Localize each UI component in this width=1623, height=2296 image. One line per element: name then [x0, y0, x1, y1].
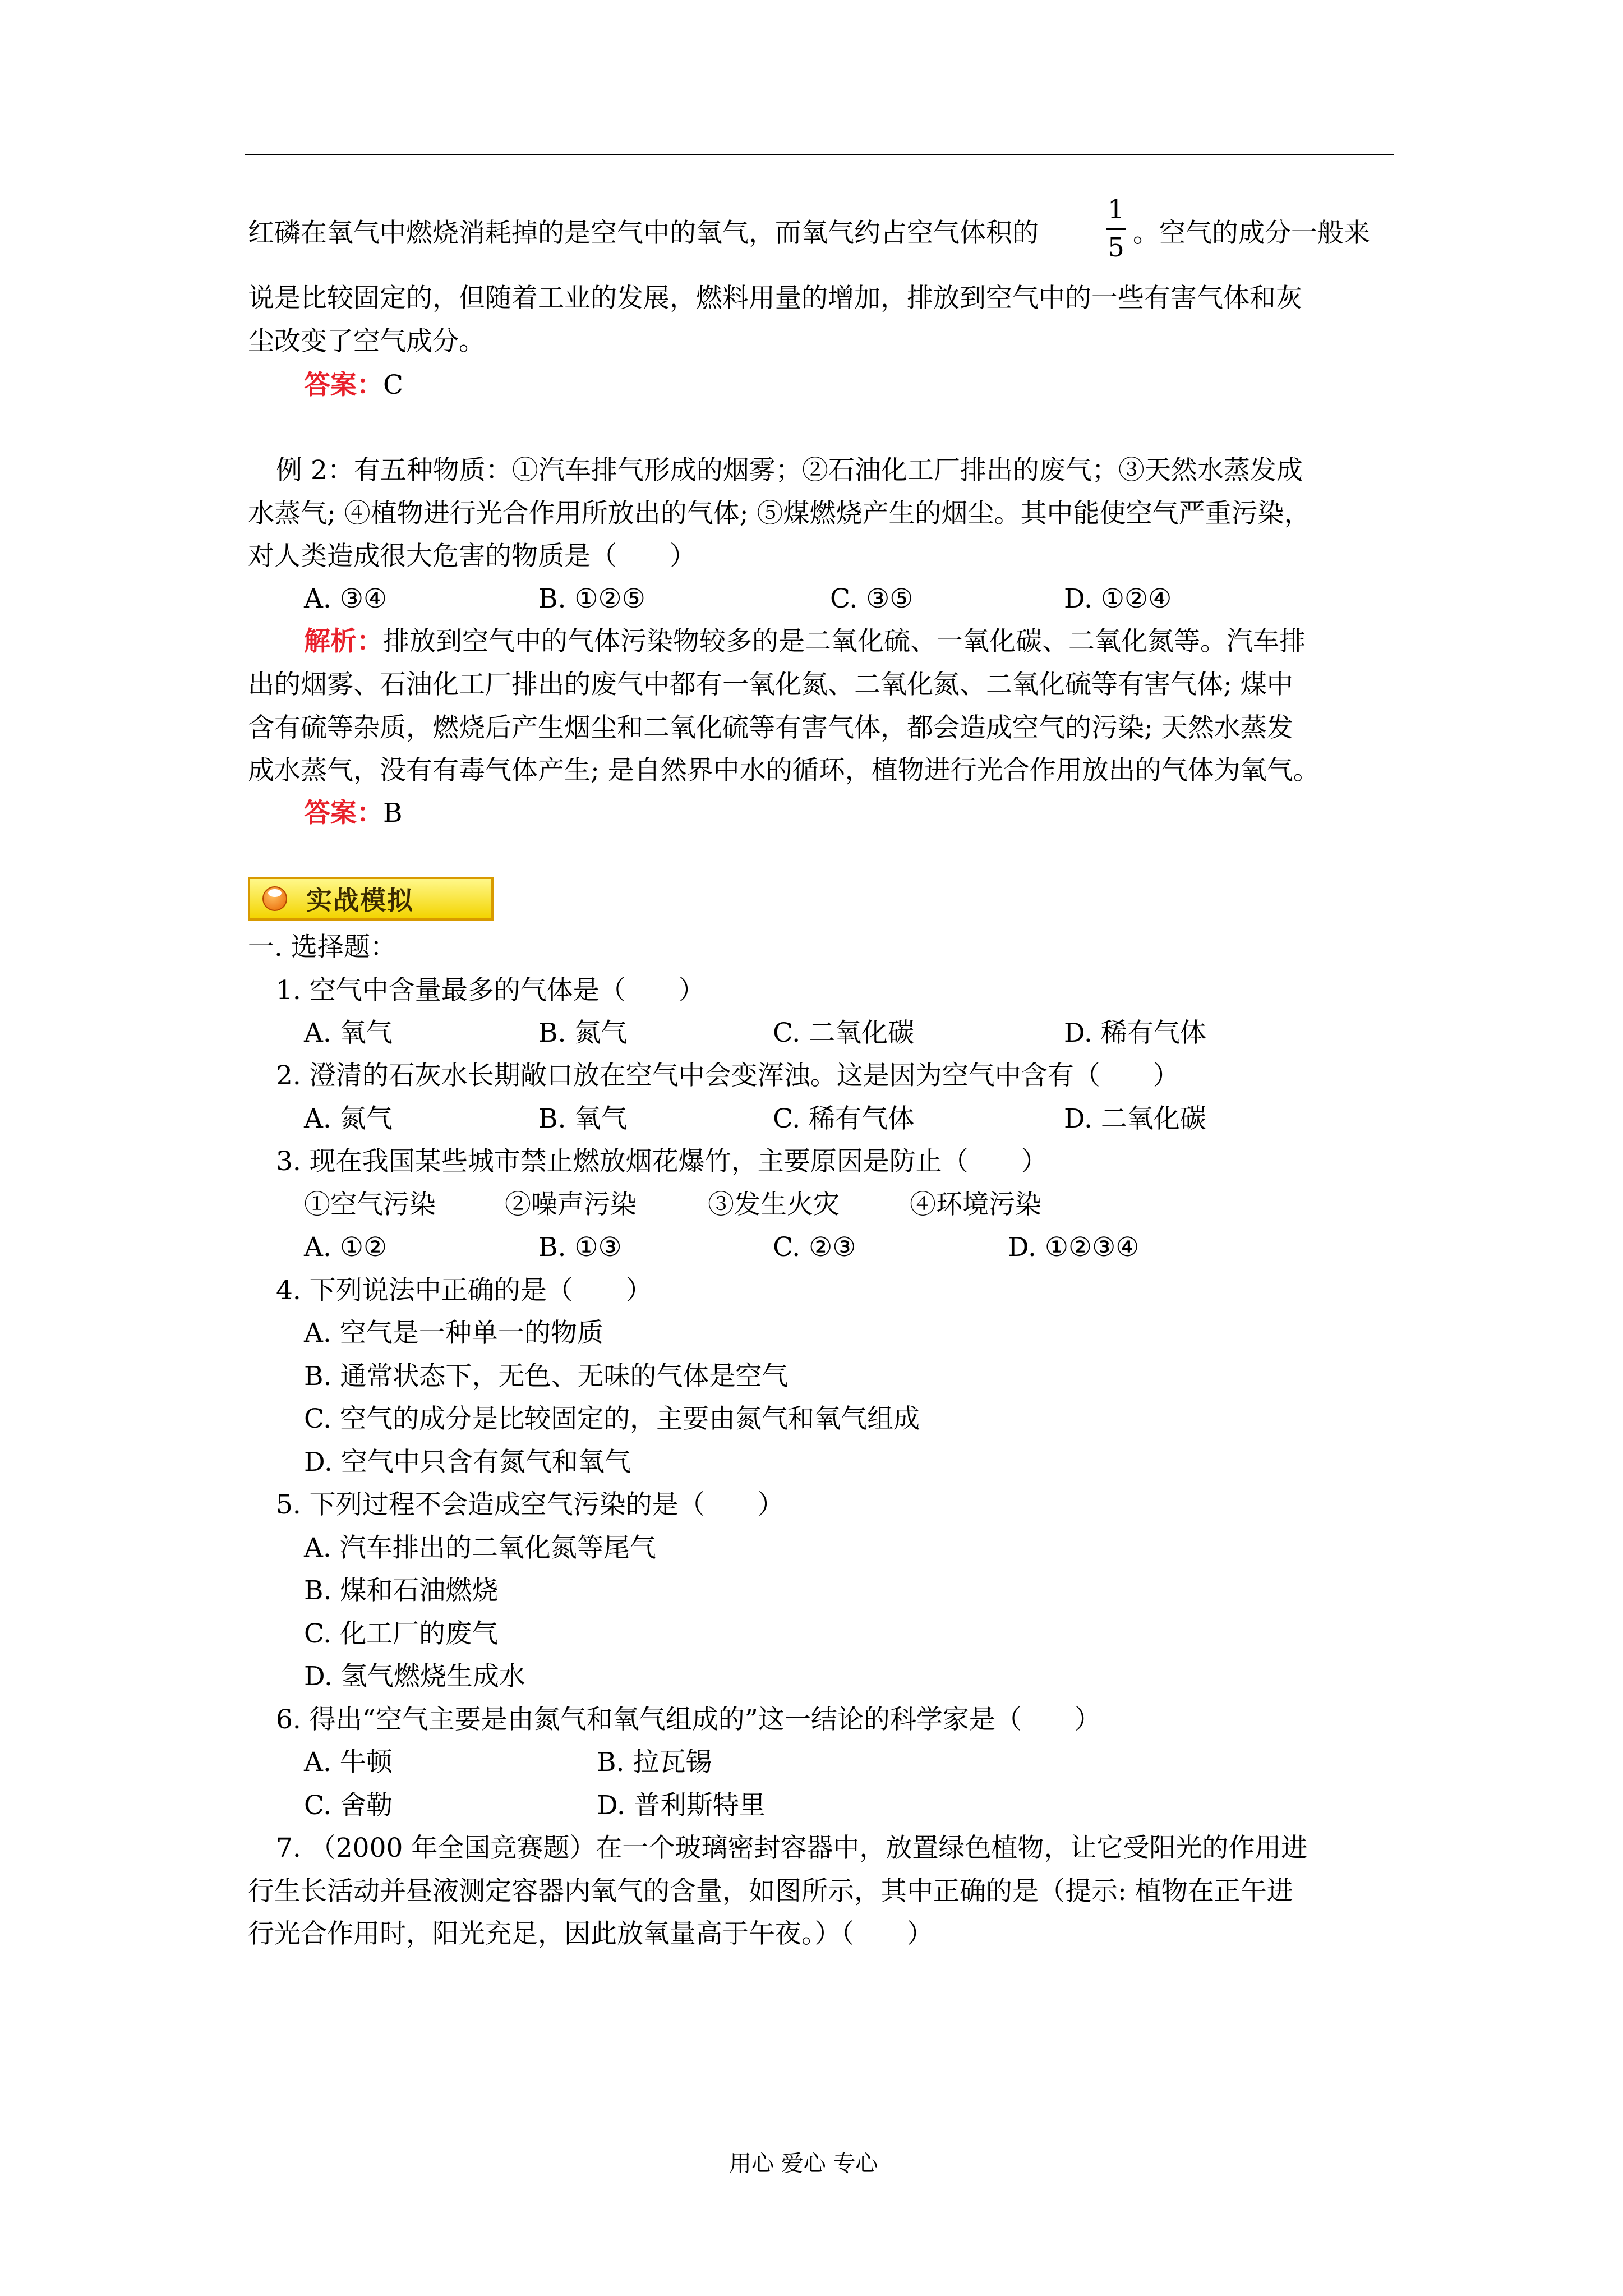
q3-option-b: B. ①③ — [538, 1232, 622, 1263]
q3-item-1: ①空气污染 — [304, 1189, 436, 1220]
analysis-line-2: 出的烟雾、石油化工厂排出的废气中都有一氧化氮、二氧化氮、二氧化硫等有害气体; 煤中 — [248, 669, 1293, 700]
q3-stem: 3. 现在我国某些城市禁止燃放烟花爆竹，主要原因是防止（ ） — [276, 1146, 1048, 1177]
example2-answer — [304, 798, 403, 829]
intro-line-1a: 红磷在氧气中燃烧消耗掉的是空气中的氧气，而氧气约占空气体积的 — [248, 218, 1039, 249]
example2-option-c: C. ③⑤ — [830, 583, 914, 614]
q4-option-c: C. 空气的成分是比较固定的，主要由氮气和氧气组成 — [304, 1404, 920, 1434]
q7-line-3: 行光合作用时，阳光充足，因此放氧量高于午夜。）（ ） — [248, 1918, 933, 1949]
q2-option-b: B. 氧气 — [538, 1103, 628, 1134]
q1-option-c: C. 二氧化碳 — [773, 1018, 915, 1048]
intro-line-2: 说是比较固定的，但随着工业的发展，燃料用量的增加，排放到空气中的一些有害气体和灰 — [248, 283, 1302, 314]
q3-item-3: ③发生火灾 — [708, 1189, 840, 1220]
q5-option-a: A. 汽车排出的二氧化氮等尾气 — [304, 1533, 656, 1563]
fraction-denominator: 5 — [1108, 232, 1124, 263]
analysis-label: 解析： — [304, 626, 383, 657]
q5-stem: 5. 下列过程不会造成空气污染的是（ ） — [276, 1489, 784, 1520]
q6-stem: 6. 得出“空气主要是由氮气和氧气组成的”这一结论的科学家是（ ） — [276, 1704, 1101, 1735]
fraction-one-fifth — [1105, 196, 1127, 275]
intro-answer — [304, 370, 403, 401]
q6-option-b: B. 拉瓦锡 — [597, 1747, 712, 1778]
q5-option-c: C. 化工厂的废气 — [304, 1618, 499, 1649]
q2-option-c: C. 稀有气体 — [773, 1103, 915, 1134]
q4-stem: 4. 下列说法中正确的是（ ） — [276, 1275, 652, 1306]
q6-option-a: A. 牛顿 — [304, 1747, 393, 1778]
section-badge-label: 实战模拟 — [306, 885, 414, 915]
analysis-text-1: 排放到空气中的气体污染物较多的是二氧化硫、一氧化碳、二氧化氮等。汽车排 — [383, 626, 1306, 657]
answer-label: 答案： — [304, 798, 383, 829]
analysis-line-1 — [304, 628, 1306, 655]
q1-option-a: A. 氧气 — [304, 1018, 393, 1048]
intro-line-1b: 。空气的成分一般来 — [1133, 218, 1370, 249]
fraction-bar — [1106, 228, 1126, 230]
header-rule — [245, 154, 1394, 155]
section-badge — [248, 877, 494, 921]
q5-option-d: D. 氢气燃烧生成水 — [304, 1661, 525, 1692]
q2-option-d: D. 二氧化碳 — [1064, 1103, 1206, 1134]
page-footer: 用心 爱心 专心 — [729, 2151, 878, 2177]
q1-stem: 1. 空气中含量最多的气体是（ ） — [276, 975, 705, 1006]
answer-value: B — [383, 798, 403, 829]
q3-option-c: C. ②③ — [773, 1232, 856, 1263]
q4-option-d: D. 空气中只含有氮气和氧气 — [304, 1447, 631, 1478]
q2-option-a: A. 氮气 — [304, 1103, 393, 1134]
example2-option-b: B. ①②⑤ — [538, 583, 645, 614]
q4-option-a: A. 空气是一种单一的物质 — [304, 1318, 603, 1349]
example2-option-d: D. ①②④ — [1064, 583, 1172, 614]
q2-stem: 2. 澄清的石灰水长期敞口放在空气中会变浑浊。这是因为空气中含有（ ） — [276, 1060, 1179, 1091]
example2-option-a: A. ③④ — [304, 583, 388, 614]
q4-option-b: B. 通常状态下，无色、无味的气体是空气 — [304, 1361, 789, 1392]
q7-line-2: 行生长活动并昼液测定容器内氧气的含量，如图所示，其中正确的是（提示: 植物在正午进 — [248, 1876, 1293, 1907]
analysis-line-4: 成水蒸气，没有有毒气体产生; 是自然界中水的循环，植物进行光合作用放出的气体为氧气。 — [248, 755, 1320, 786]
q6-option-d: D. 普利斯特里 — [597, 1790, 766, 1821]
intro-line-3: 尘改变了空气成分。 — [248, 326, 485, 357]
q1-option-b: B. 氮气 — [538, 1018, 628, 1048]
q7-line-1: 7. （2000 年全国竞赛题）在一个玻璃密封容器中，放置绿色植物，让它受阳光的作用进 — [276, 1833, 1308, 1864]
q3-option-d: D. ①②③④ — [1008, 1232, 1140, 1263]
q6-option-c: C. 舍勒 — [304, 1790, 393, 1821]
answer-label: 答案： — [304, 370, 383, 401]
example2-line-1: 例 2：有五种物质：①汽车排气形成的烟雾；②石油化工厂排出的废气；③天然水蒸发成 — [276, 455, 1303, 486]
answer-value: C — [383, 370, 403, 401]
orange-dot-icon — [262, 886, 287, 911]
example2-line-3: 对人类造成很大危害的物质是（ ） — [248, 541, 696, 572]
q1-option-d: D. 稀有气体 — [1064, 1018, 1206, 1048]
q5-option-b: B. 煤和石油燃烧 — [304, 1575, 499, 1606]
section-heading: 一. 选择题： — [248, 932, 396, 963]
analysis-line-3: 含有硫等杂质，燃烧后产生烟尘和二氧化硫等有害气体，都会造成空气的污染; 天然水蒸发 — [248, 712, 1293, 743]
example2-line-2: 水蒸气; ④植物进行光合作用所放出的气体; ⑤煤燃烧产生的烟尘。其中能使空气严重污染， — [248, 498, 1311, 529]
fraction-numerator: 1 — [1108, 194, 1124, 225]
q3-item-4: ④环境污染 — [910, 1189, 1041, 1220]
q3-option-a: A. ①② — [304, 1232, 388, 1263]
q3-item-2: ②噪声污染 — [505, 1189, 637, 1220]
